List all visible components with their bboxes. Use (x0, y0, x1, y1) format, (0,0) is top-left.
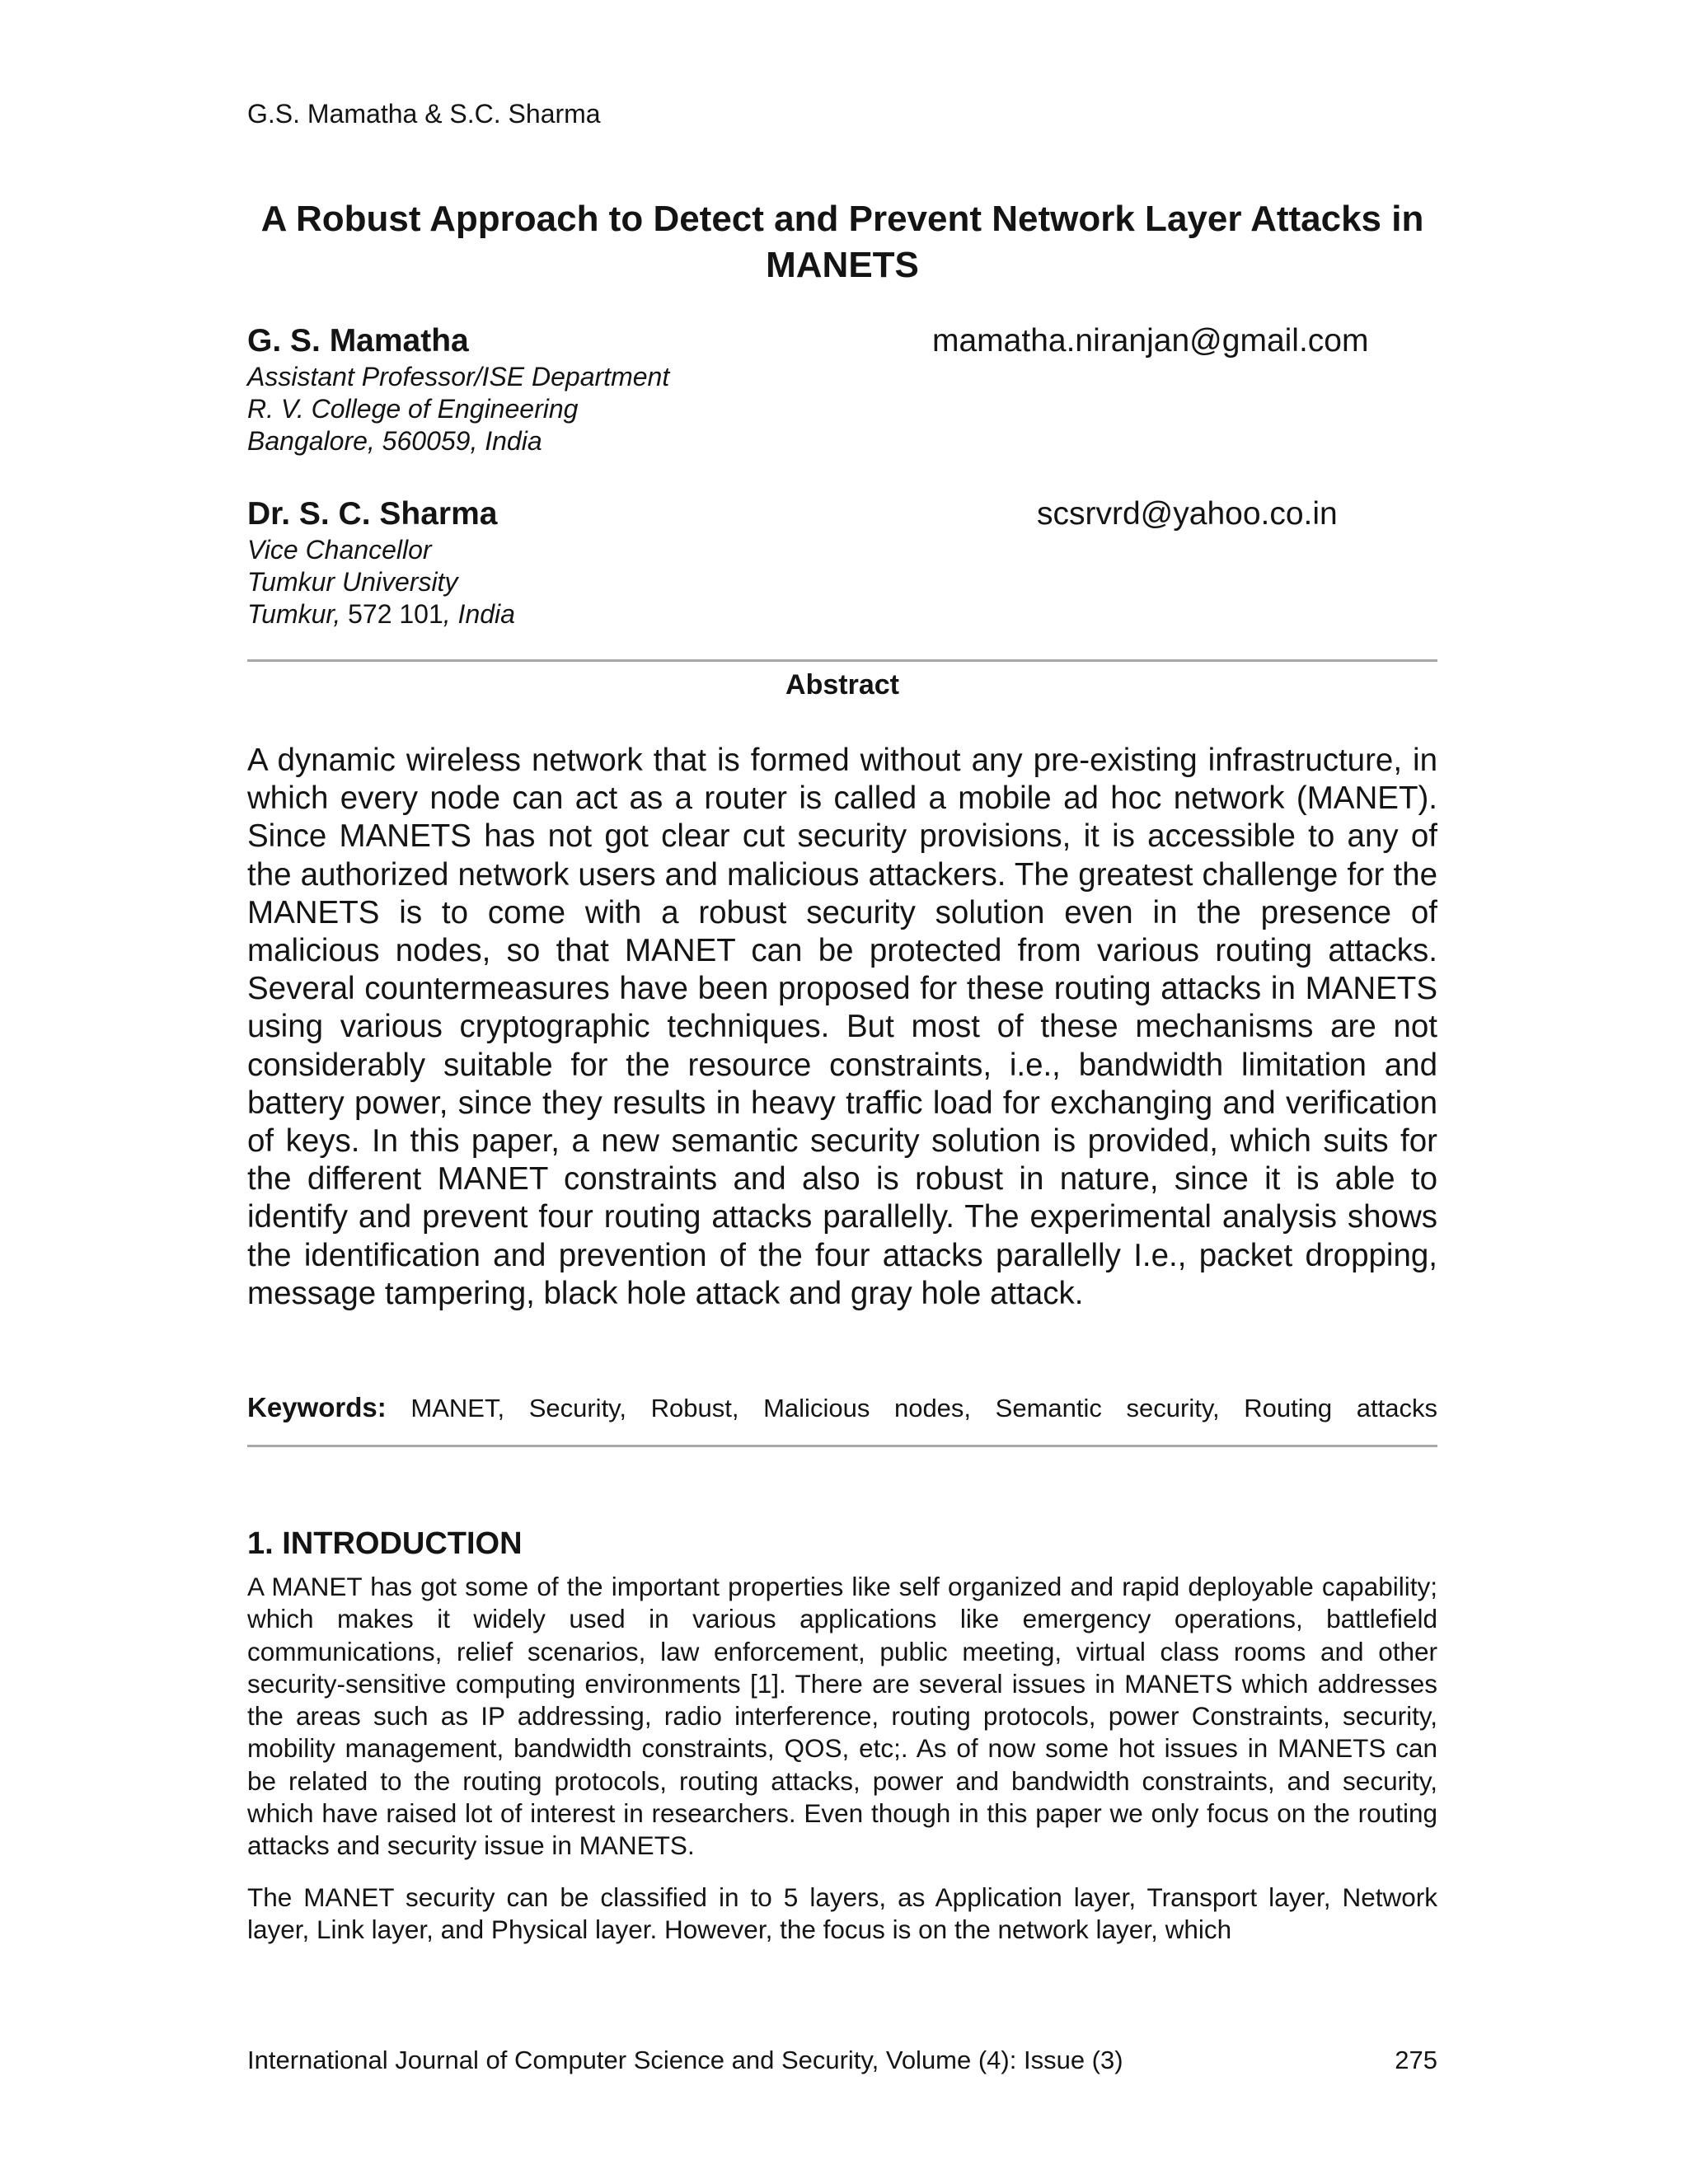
divider-bottom (247, 1445, 1437, 1447)
author-affiliation-line: R. V. College of Engineering (247, 394, 579, 424)
keywords-text: MANET, Security, Robust, Malicious nodes, Semantic security, Routing attacks (410, 1394, 1437, 1422)
author-affiliation-line: Bangalore, 560059, India (247, 426, 542, 456)
keywords-label: Keywords: (247, 1392, 387, 1422)
abstract-text: A dynamic wireless network that is formed without any pre-existing infrastructure, in which every node can act as a router is called a mobile ad hoc network (MANET). Since MANETS has not got clear cut security provisions, it is accessible to any of the authorized network users and malicious attackers. The greatest challenge for the MANETS is to come with a robust security solution even in the presence of malicious nodes, so that MANET can be protected from various routing attacks. Several countermeasures have been proposed for these routing attacks in MANETS using various cryptographic techniques. But most of these mechanisms are not considerably suitable for the resource constraints, i.e., bandwidth limitation and battery power, since they results in heavy traffic load for exchanging and verification of keys. In this paper, a new semantic security solution is provided, which suits for the different MANET constraints and also is robust in nature, since it is able to identify and prevent four routing attacks parallelly. The experimental analysis shows the identification and prevention of the four attacks parallelly I.e., packet dropping, message tampering, black hole attack and gray hole attack. (247, 743, 1437, 1311)
author-affiliation-line: Tumkur University (247, 567, 458, 597)
divider-top (247, 659, 1437, 662)
author-block-2 (247, 494, 515, 630)
author-email-1[interactable]: mamatha.niranjan@gmail.com (932, 323, 1369, 359)
intro-paragraph-1: A MANET has got some of the important properties like self organized and rapid deployable capability; which makes it widely used in various applications like emergency operations, battlefield communications, relief scenarios, law enforcement, public meeting, virtual class rooms and other security-sensitive computing environments [1]. There are several issues in MANETS which addresses the areas such as IP addressing, radio interference, routing protocols, power Constraints, security, mobility management, bandwidth constraints, QOS, etc;. As of now some hot issues in MANETS can be related to the routing protocols, routing attacks, power and bandwidth constraints, and security, which have raised lot of interest in researchers. Even though in this paper we only focus on the routing attacks and security issue in MANETS. (247, 1572, 1437, 1861)
intro-paragraph-2: The MANET security can be classified in to 5 layers, as Application layer, Transport layer, Network layer, Link layer, and Physical layer. However, the focus is on the network layer, which (247, 1882, 1437, 1945)
author-name: G. S. Mamatha (247, 323, 469, 359)
footer-page-number: 275 (1395, 2046, 1437, 2074)
author-block-1 (247, 321, 669, 457)
location-city: Tumkur, (247, 599, 341, 629)
author-email-2[interactable]: scsrvrd@yahoo.co.in (1037, 496, 1338, 532)
location-country: , India (443, 599, 515, 629)
paper-title: A Robust Approach to Detect and Prevent Network Layer Attacks in MANETS (260, 199, 1424, 285)
author-location-line (247, 598, 515, 630)
footer-journal: International Journal of Computer Science and Security, Volume (4): Issue (3) (247, 2046, 1123, 2074)
section-heading-introduction: 1. INTRODUCTION (247, 1526, 523, 1561)
author-affiliation-line: Vice Chancellor (247, 535, 432, 565)
running-head: G.S. Mamatha & S.C. Sharma (247, 99, 601, 129)
author-affiliation-line: Assistant Professor/ISE Department (247, 362, 670, 391)
abstract-heading: Abstract (785, 669, 899, 701)
keywords-line (247, 1391, 1437, 1425)
author-name: Dr. S. C. Sharma (247, 496, 498, 532)
location-pin: 572 101 (340, 599, 443, 629)
